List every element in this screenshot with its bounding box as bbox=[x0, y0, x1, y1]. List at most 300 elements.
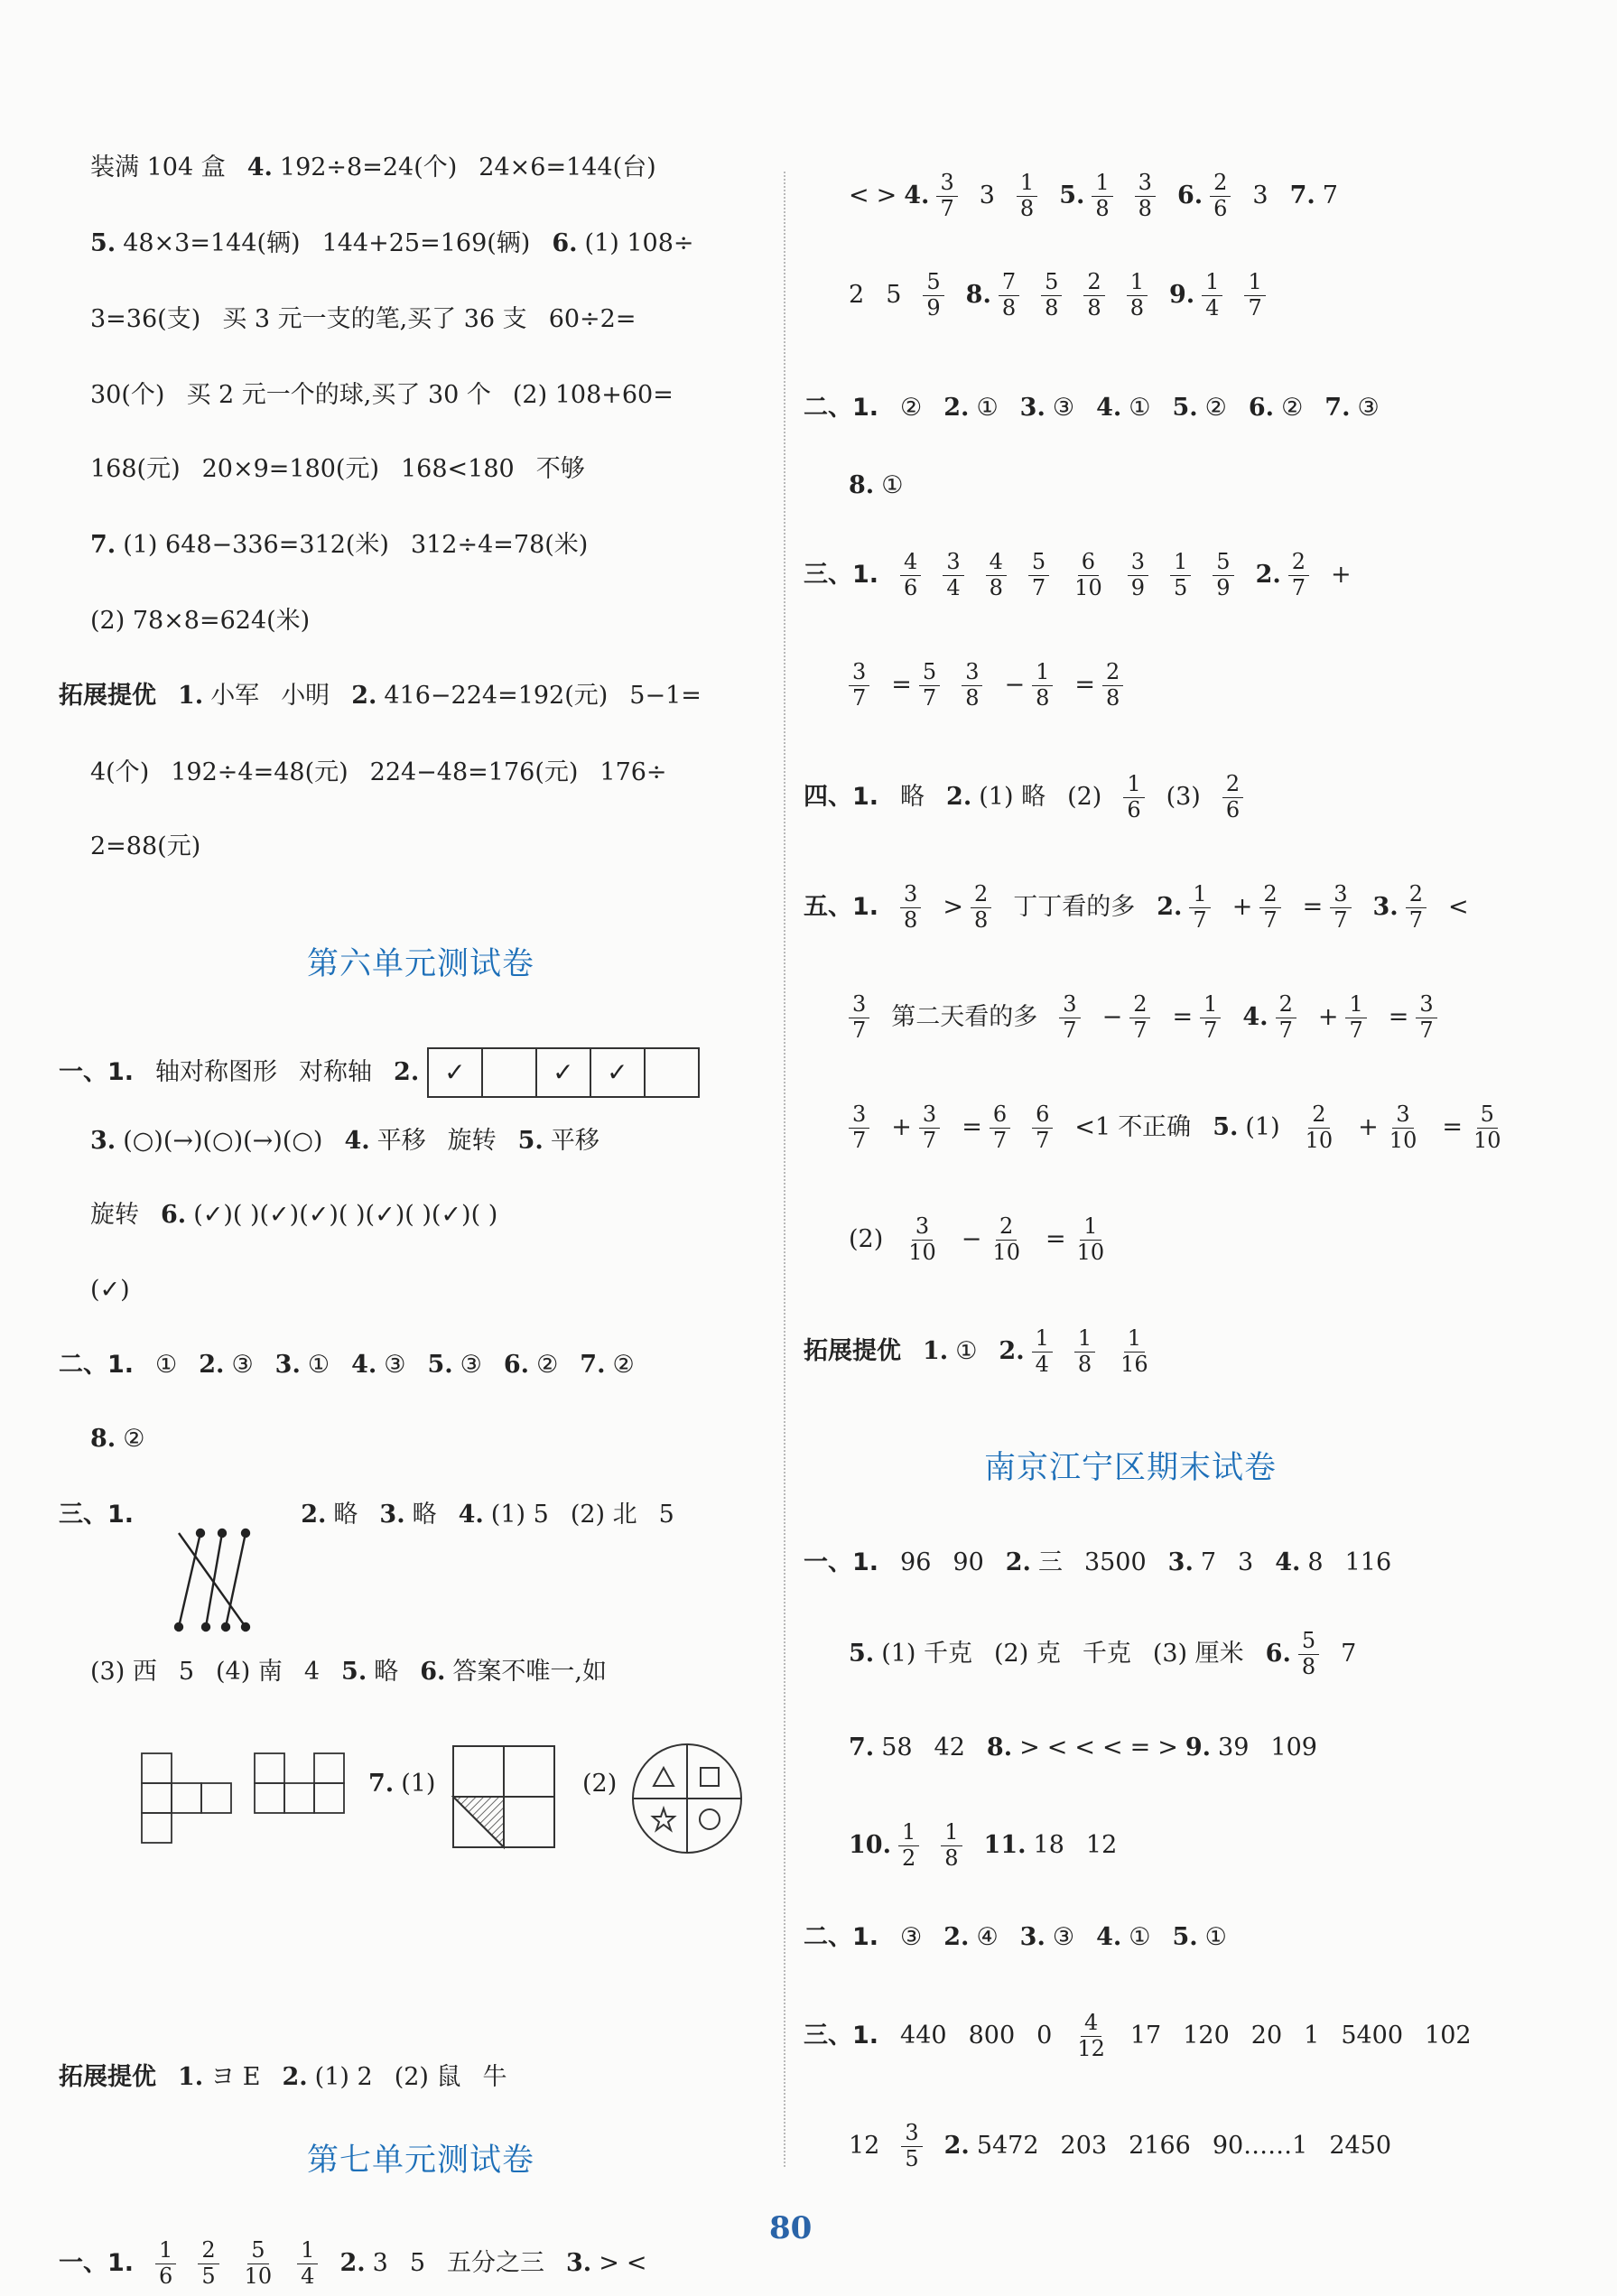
question-number: 3. bbox=[1372, 893, 1399, 922]
question-number: 4. bbox=[1096, 1923, 1122, 1952]
fraction-denominator: 10 bbox=[992, 1239, 1020, 1265]
fraction-denominator: 4 bbox=[1035, 1351, 1049, 1377]
fraction-denominator: 8 bbox=[989, 574, 1003, 600]
question-number: 4. bbox=[351, 1351, 377, 1380]
answer-text: ① bbox=[155, 1351, 178, 1380]
question-number: 7. bbox=[580, 1351, 606, 1380]
fraction-numerator: 5 bbox=[247, 2239, 268, 2264]
operator: = bbox=[1302, 893, 1324, 922]
answer-text: 24×6=144(台) bbox=[479, 153, 656, 182]
answer-text: 224−48=176(元) bbox=[369, 758, 579, 787]
question-number: 2. bbox=[282, 2063, 308, 2092]
fraction bbox=[905, 1215, 940, 1265]
question-number: 2. bbox=[394, 1057, 420, 1086]
answer-text: ① bbox=[1129, 394, 1151, 423]
fraction bbox=[1259, 883, 1280, 933]
fraction bbox=[1092, 172, 1112, 221]
fraction bbox=[1123, 773, 1144, 823]
fraction-denominator: 8 bbox=[1045, 294, 1059, 321]
fraction-numerator: 5 bbox=[1028, 551, 1049, 576]
fraction-numerator: 3 bbox=[849, 661, 869, 686]
answer-text: 17 bbox=[1129, 2022, 1162, 2050]
fraction bbox=[1416, 993, 1436, 1043]
fraction bbox=[849, 1103, 869, 1153]
fraction-numerator: 2 bbox=[996, 1215, 1017, 1241]
fraction bbox=[1330, 883, 1351, 933]
fraction-denominator: 10 bbox=[244, 2263, 273, 2289]
fraction-denominator: 7 bbox=[1248, 294, 1262, 321]
fraction-denominator: 10 bbox=[1389, 1127, 1417, 1153]
fraction-denominator: 6 bbox=[159, 2263, 173, 2289]
fraction-denominator: 8 bbox=[904, 906, 918, 933]
answer-text: ③ bbox=[1052, 1923, 1075, 1952]
answer-text: 203 bbox=[1060, 2132, 1108, 2161]
fraction bbox=[923, 271, 943, 321]
operator: + bbox=[1331, 561, 1352, 590]
answer-text: 96 bbox=[900, 1548, 932, 1577]
fraction-numerator: 4 bbox=[1081, 2012, 1101, 2037]
answer-text: 旋转 bbox=[90, 1201, 139, 1230]
answer-text: 800 bbox=[968, 2022, 1016, 2050]
fraction-denominator: 8 bbox=[1087, 294, 1101, 321]
fraction-denominator: 7 bbox=[1036, 1127, 1050, 1153]
question-number: 6. bbox=[503, 1351, 530, 1380]
fraction bbox=[1032, 1103, 1053, 1153]
answer-text: 5472 bbox=[976, 2132, 1039, 2161]
answer-text: 60÷2= bbox=[548, 305, 637, 334]
answer-text: ③ bbox=[1357, 394, 1380, 423]
answer-text: 7 bbox=[1200, 1548, 1217, 1577]
question-number: 2. bbox=[999, 1337, 1025, 1366]
fraction bbox=[990, 1103, 1010, 1153]
fraction-numerator: 3 bbox=[1135, 172, 1156, 197]
question-number: 2. bbox=[943, 2132, 970, 2161]
section-label: 一、1. bbox=[59, 2249, 135, 2278]
fraction bbox=[1276, 993, 1296, 1043]
question-number: 5. bbox=[1213, 1113, 1239, 1142]
answer-text: 千克 bbox=[1082, 1640, 1131, 1669]
answer-text: 4 bbox=[303, 1658, 321, 1687]
question-number: 5. bbox=[1172, 394, 1198, 423]
fraction-numerator: 4 bbox=[900, 551, 921, 576]
answer-text: ① bbox=[1129, 1923, 1151, 1952]
unit7-title: 第七单元测试卷 bbox=[307, 2143, 535, 2179]
question-number: 8. bbox=[986, 1734, 1013, 1762]
fraction-denominator: 8 bbox=[1036, 684, 1050, 711]
question-number: 8. bbox=[965, 281, 991, 310]
question-number: 6. bbox=[420, 1658, 446, 1687]
fraction bbox=[1041, 271, 1062, 321]
operator: = bbox=[1388, 1003, 1409, 1032]
section-label: 四、1. bbox=[804, 783, 879, 812]
answer-text: 120 bbox=[1183, 2022, 1230, 2050]
fraction bbox=[155, 2239, 176, 2289]
page-number: 80 bbox=[769, 2210, 813, 2246]
fraction-numerator: 1 bbox=[1127, 271, 1148, 296]
fraction-denominator: 7 bbox=[1263, 906, 1278, 933]
question-number: 8. bbox=[849, 471, 875, 500]
final-line-6 bbox=[804, 2012, 1472, 2061]
fraction bbox=[1302, 1103, 1337, 1153]
question-number: 2. bbox=[351, 682, 377, 711]
fraction-numerator: 1 bbox=[297, 2239, 318, 2264]
answer-line bbox=[90, 381, 674, 411]
answer-line bbox=[90, 832, 200, 862]
fraction-denominator: 8 bbox=[1129, 294, 1144, 321]
cube-net-figure-1 bbox=[140, 1752, 239, 1851]
unit6-s3-line3: 7. (1) bbox=[368, 1770, 436, 1799]
fraction bbox=[1073, 2012, 1109, 2061]
answer-text: (○)(→)(○)(→)(○) bbox=[123, 1127, 323, 1156]
answer-text: (2) 克 bbox=[994, 1640, 1061, 1669]
final-line-2 bbox=[849, 1630, 1356, 1679]
fraction-numerator: 2 bbox=[198, 2239, 218, 2264]
operator: = bbox=[1129, 1734, 1151, 1762]
unit6-s1-line4 bbox=[90, 1276, 130, 1306]
fraction bbox=[1071, 551, 1106, 600]
fraction-denominator: 8 bbox=[1301, 1653, 1316, 1679]
fraction-denominator: 4 bbox=[946, 574, 961, 600]
answer-text: 第二天看的多 bbox=[891, 1003, 1038, 1032]
right-line-6 bbox=[849, 661, 1123, 711]
matching-lines-figure-svg bbox=[172, 1526, 271, 1634]
question-number: 6. bbox=[552, 229, 578, 258]
question-number: 6. bbox=[161, 1201, 187, 1230]
operator: < bbox=[626, 2249, 647, 2278]
answer-text: 58 bbox=[881, 1734, 913, 1762]
answer-text: 不正确 bbox=[1118, 1113, 1192, 1142]
answer-line bbox=[90, 229, 694, 259]
answer-text: 18 bbox=[1033, 1831, 1064, 1860]
unit6-s1-line3 bbox=[90, 1201, 497, 1231]
fraction-numerator: 6 bbox=[1032, 1103, 1053, 1129]
operator: − bbox=[1101, 1003, 1123, 1032]
question-number: 1. bbox=[178, 682, 204, 711]
operator: − bbox=[1004, 671, 1026, 700]
question-number: 7. bbox=[90, 531, 116, 560]
fraction-numerator: 4 bbox=[986, 551, 1007, 576]
fraction-denominator: 6 bbox=[1225, 796, 1241, 823]
fraction-numerator: 5 bbox=[919, 661, 940, 686]
fraction bbox=[1127, 271, 1148, 321]
operator: < bbox=[1447, 893, 1469, 922]
answer-text: (3) 西 bbox=[90, 1658, 157, 1687]
section-label: 三、1. bbox=[804, 561, 879, 590]
answer-text: ③ bbox=[460, 1351, 482, 1380]
answer-text: ② bbox=[900, 394, 923, 423]
fraction-numerator: 1 bbox=[1080, 1215, 1101, 1241]
fraction-denominator: 6 bbox=[904, 574, 918, 600]
fraction-numerator: 3 bbox=[1392, 1103, 1413, 1129]
question-number: 2. bbox=[943, 394, 970, 423]
fraction-denominator: 8 bbox=[944, 1845, 959, 1871]
fraction-numerator: 3 bbox=[1330, 883, 1351, 908]
answer-text: 略 bbox=[900, 783, 925, 812]
fraction-denominator: 9 bbox=[926, 294, 941, 321]
operator: = bbox=[1442, 1113, 1463, 1142]
fraction-denominator: 7 bbox=[852, 1017, 867, 1043]
question-number: 3. bbox=[1019, 394, 1045, 423]
answer-line bbox=[90, 607, 310, 637]
answer-text: 牛 bbox=[482, 2063, 507, 2092]
answer-text: 116 bbox=[1344, 1548, 1392, 1577]
fraction bbox=[971, 883, 991, 933]
answer-text: (2) 北 bbox=[570, 1501, 637, 1529]
answer-text: 三 bbox=[1037, 1548, 1063, 1577]
question-number: 10. bbox=[849, 1831, 891, 1860]
question-number: 6. bbox=[1248, 394, 1275, 423]
answer-text: (1) 648−336=312(米) bbox=[123, 531, 389, 560]
answer-text: 8 bbox=[1307, 1548, 1324, 1577]
fraction-numerator: 5 bbox=[1298, 1630, 1319, 1655]
fraction-numerator: 1 bbox=[941, 1821, 962, 1846]
fraction bbox=[849, 993, 869, 1043]
question-number: 3. bbox=[274, 1351, 301, 1380]
question-number: 7. bbox=[849, 1734, 875, 1762]
fraction bbox=[1345, 993, 1366, 1043]
fraction bbox=[1059, 993, 1080, 1043]
fraction-denominator: 4 bbox=[301, 2263, 315, 2289]
fraction-denominator: 7 bbox=[1334, 906, 1348, 933]
fraction-numerator: 3 bbox=[962, 661, 982, 686]
fraction-numerator: 1 bbox=[1032, 1327, 1053, 1353]
answer-text: 3500 bbox=[1083, 1548, 1147, 1577]
answer-text: 30(个) bbox=[90, 381, 165, 410]
fraction bbox=[1189, 883, 1210, 933]
answer-text: 7 bbox=[1322, 181, 1338, 210]
unit6-s1-line2 bbox=[90, 1127, 599, 1157]
answer-text: ① bbox=[976, 394, 999, 423]
fraction-numerator: 3 bbox=[919, 1103, 940, 1129]
fraction-denominator: 7 bbox=[1133, 1017, 1148, 1043]
answer-line bbox=[90, 305, 636, 335]
section-label: 二、1. bbox=[59, 1351, 135, 1380]
fraction-denominator: 10 bbox=[908, 1239, 936, 1265]
fraction-denominator: 4 bbox=[1205, 294, 1220, 321]
fraction-numerator: 3 bbox=[849, 993, 869, 1018]
answer-text: 192÷8=24(个) bbox=[279, 153, 458, 182]
fraction-denominator: 6 bbox=[1213, 195, 1228, 221]
right-line-2 bbox=[849, 271, 1266, 321]
answer-text: 1 bbox=[1304, 2022, 1320, 2050]
answer-line bbox=[90, 153, 656, 183]
question-number: 4. bbox=[1242, 1003, 1269, 1032]
question-number: 7. bbox=[1324, 394, 1351, 423]
fraction-numerator: 5 bbox=[1213, 551, 1233, 576]
fraction bbox=[241, 2239, 276, 2289]
fraction-numerator: 2 bbox=[1276, 993, 1296, 1018]
question-number: 2. bbox=[301, 1501, 327, 1529]
answer-text: 略 bbox=[374, 1658, 399, 1687]
fraction-denominator: 8 bbox=[973, 906, 989, 933]
fraction-denominator: 10 bbox=[1473, 1127, 1501, 1153]
fraction-numerator: 1 bbox=[1074, 1327, 1095, 1353]
fraction-denominator: 5 bbox=[201, 2263, 216, 2289]
fraction bbox=[900, 883, 921, 933]
section-label: 三、1. bbox=[59, 1501, 135, 1529]
right-line-3 bbox=[804, 394, 1380, 423]
grid-shaded-figure bbox=[451, 1744, 560, 1853]
answer-text: 0 bbox=[1036, 2022, 1053, 2050]
fraction-denominator: 5 bbox=[905, 2145, 919, 2171]
question-number: 8. bbox=[90, 1425, 116, 1454]
question-number: 2. bbox=[943, 1923, 970, 1952]
answer-text: (3) 厘米 bbox=[1152, 1640, 1244, 1669]
operator: = bbox=[1074, 671, 1095, 700]
question-number: 3. bbox=[1019, 1923, 1045, 1952]
answer-text: 3=36(支) bbox=[90, 305, 201, 334]
operator: > bbox=[1157, 1734, 1178, 1762]
answer-text: (1) 千克 bbox=[881, 1640, 973, 1669]
answer-text: 20×9=180(元) bbox=[201, 455, 379, 484]
right-line-5 bbox=[804, 551, 1352, 600]
final-line-4 bbox=[849, 1821, 1117, 1871]
fraction-denominator: 7 bbox=[1349, 1017, 1363, 1043]
answer-text: 3 bbox=[1238, 1548, 1254, 1577]
answer-text: (✓)( )(✓)(✓)( )(✓)( )(✓)( ) bbox=[193, 1201, 498, 1230]
fraction bbox=[901, 2122, 922, 2171]
fraction bbox=[898, 1821, 919, 1871]
answer-text: 144+25=169(辆) bbox=[321, 229, 531, 258]
question-number: 7. bbox=[1289, 181, 1315, 210]
question-number: 5. bbox=[1172, 1923, 1198, 1952]
question-number: 11. bbox=[983, 1831, 1027, 1860]
fraction-numerator: 1 bbox=[155, 2239, 176, 2264]
fraction-denominator: 7 bbox=[922, 1127, 937, 1153]
operator: + bbox=[1317, 1003, 1339, 1032]
fraction bbox=[1028, 551, 1049, 600]
fraction-denominator: 7 bbox=[1408, 906, 1423, 933]
answer-text: 小军 bbox=[210, 682, 260, 711]
fraction bbox=[297, 2239, 318, 2289]
answer-text: (1) 2 bbox=[314, 2063, 373, 2092]
fraction bbox=[1222, 773, 1243, 823]
fraction-denominator: 12 bbox=[1077, 2035, 1105, 2061]
operator: + bbox=[1358, 1113, 1379, 1142]
question-number: 4. bbox=[1275, 1548, 1301, 1577]
check-box bbox=[644, 1047, 700, 1098]
fraction-numerator: 5 bbox=[1477, 1103, 1498, 1129]
fraction-numerator: 3 bbox=[912, 1215, 933, 1241]
answer-line bbox=[90, 455, 585, 485]
right-line-11 bbox=[849, 1215, 1108, 1265]
check-box bbox=[481, 1047, 537, 1098]
answer-text: 平移 bbox=[550, 1127, 599, 1156]
fraction bbox=[919, 661, 940, 711]
fraction-numerator: 3 bbox=[1128, 551, 1148, 576]
answer-line bbox=[90, 758, 667, 788]
fraction bbox=[900, 551, 921, 600]
operator: = bbox=[1045, 1225, 1066, 1254]
final-line-3 bbox=[849, 1734, 1317, 1763]
right-line-1 bbox=[849, 172, 1338, 221]
fraction-denominator: 8 bbox=[965, 684, 980, 711]
answer-text: ② bbox=[612, 1351, 635, 1380]
answer-text: 装满 104 盒 bbox=[90, 153, 226, 182]
unit6-s3-line1 bbox=[59, 1501, 674, 1530]
fraction-denominator: 7 bbox=[922, 684, 937, 711]
answer-text: 小明 bbox=[281, 682, 330, 711]
answer-text: 旋转 bbox=[447, 1127, 497, 1156]
answer-text: ③ bbox=[1052, 394, 1075, 423]
operator: − bbox=[961, 1225, 982, 1254]
right-line-4 bbox=[849, 471, 903, 501]
fraction bbox=[936, 172, 957, 221]
unit6-s1-line1 bbox=[59, 1047, 700, 1098]
answer-text: 168<180 bbox=[401, 455, 515, 484]
operator: > bbox=[876, 181, 897, 210]
answer-text: 3 bbox=[979, 181, 995, 210]
fraction-denominator: 7 bbox=[1063, 1017, 1077, 1043]
fraction bbox=[1083, 271, 1104, 321]
fraction-numerator: 3 bbox=[849, 1103, 869, 1129]
answer-text: 5 bbox=[886, 281, 902, 310]
fraction-denominator: 7 bbox=[1193, 906, 1207, 933]
answer-text: (2) 鼠 bbox=[394, 2063, 461, 2092]
fraction bbox=[1470, 1103, 1505, 1153]
fraction-denominator: 8 bbox=[1001, 294, 1017, 321]
fraction bbox=[919, 1103, 940, 1153]
answer-text: (3) bbox=[1166, 783, 1201, 812]
section-label: 二、1. bbox=[804, 394, 879, 423]
fraction-denominator: 8 bbox=[1138, 195, 1152, 221]
answer-text: 2166 bbox=[1129, 2132, 1191, 2161]
answer-line bbox=[59, 682, 702, 711]
fraction-numerator: 6 bbox=[1078, 551, 1099, 576]
right-line-8 bbox=[804, 883, 1469, 933]
answer-text: ③ bbox=[900, 1923, 923, 1952]
question-number: 2. bbox=[1255, 561, 1281, 590]
answer-text: 416−224=192(元) bbox=[384, 682, 609, 711]
fraction-numerator: 1 bbox=[1032, 661, 1053, 686]
operator: <1 bbox=[1074, 1113, 1111, 1142]
answer-text: (2) bbox=[849, 1225, 884, 1254]
answer-text: 109 bbox=[1270, 1734, 1317, 1762]
fraction bbox=[198, 2239, 218, 2289]
section-label: 三、1. bbox=[804, 2022, 879, 2050]
operator: < bbox=[849, 181, 869, 210]
fraction-denominator: 7 bbox=[940, 195, 954, 221]
answer-text: 90……1 bbox=[1212, 2132, 1308, 2161]
right-line-12 bbox=[804, 1327, 1152, 1377]
answer-text: (1) 108÷ bbox=[584, 229, 694, 258]
operator: > bbox=[1019, 1734, 1040, 1762]
question-number: 2. bbox=[1157, 893, 1183, 922]
section-label: 拓展提优 bbox=[804, 1337, 901, 1366]
fraction bbox=[1200, 993, 1221, 1043]
fraction-numerator: 1 bbox=[1244, 271, 1265, 296]
fraction-numerator: 2 bbox=[1308, 1103, 1329, 1129]
unit6-s3-line2 bbox=[90, 1658, 607, 1687]
fraction-numerator: 5 bbox=[1041, 271, 1062, 296]
section-label: 一、1. bbox=[59, 1057, 135, 1086]
circle-shapes-figure bbox=[629, 1741, 747, 1858]
question-number: 5. bbox=[427, 1351, 453, 1380]
fraction bbox=[1202, 271, 1222, 321]
section-label: 拓展提优 bbox=[59, 682, 156, 711]
answer-text: 5−1= bbox=[629, 682, 702, 711]
fraction bbox=[1170, 551, 1191, 600]
answer-text: 丁丁看的多 bbox=[1013, 893, 1136, 922]
fraction-denominator: 8 bbox=[1019, 195, 1035, 221]
fraction-numerator: 3 bbox=[1059, 993, 1080, 1018]
fraction bbox=[989, 1215, 1024, 1265]
fraction-numerator: 2 bbox=[1406, 883, 1426, 908]
answer-text: 五分之三 bbox=[447, 2249, 544, 2278]
fraction bbox=[1298, 1630, 1319, 1679]
fraction-denominator: 7 bbox=[1419, 1017, 1434, 1043]
fraction bbox=[849, 661, 869, 711]
